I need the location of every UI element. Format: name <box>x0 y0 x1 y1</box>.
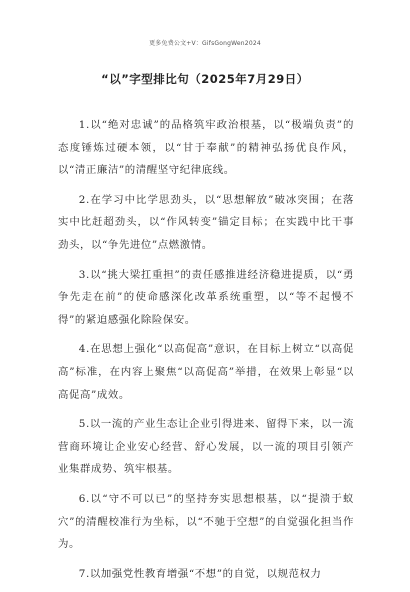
paragraph: 6.以“守不可以已”的坚持夯实思想根基，以“提溃于蚁穴”的清醒校准行为坐标，以“不驰于空想”的自觉强化担当作为。 <box>58 492 354 551</box>
paragraph-list <box>58 114 354 592</box>
document-title: “以”字型排比句（2025年7月29日） <box>101 72 309 86</box>
paragraph: 1.以“绝对忠诚”的品格筑牢政治根基，以“极端负责”的态度锤炼过硬本领，以“甘于奉献”的精神弘扬优良作风，以“清正廉洁”的清醒坚守纪律底线。 <box>58 119 354 177</box>
paragraph: 4.在思想上强化“以高促高”意识，在目标上树立“以高促高”标准，在内容上聚焦“以高促高”举措，在效果上彰显“以高促高”成效。 <box>58 343 354 401</box>
paragraph: 3.以“挑大梁扛重担”的责任感推进经济稳进提质，以“勇争先走在前”的使命感深化改革系统重塑，以“等不起慢不得”的紧迫感强化除险保安。 <box>58 268 354 326</box>
paragraph: 2.在学习中比学思劲头，以“思想解放”破冰突围；在落实中比赶超劲头，以“作风转变”锚定目标；在实践中比干事劲头，以“争先进位”点燃激情。 <box>58 193 354 251</box>
paragraph: 7.以加强党性教育增强“不想”的自觉，以规范权力 <box>78 567 322 580</box>
paragraph: 5.以一流的产业生态让企业引得进来、留得下来，以一流营商环境让企业安心经营、舒心发展，以一流的项目引领产业集群成势、筑牢根基。 <box>58 418 354 476</box>
header-note: 更多免费公文+V：GifsGongWen2024 <box>149 40 261 47</box>
